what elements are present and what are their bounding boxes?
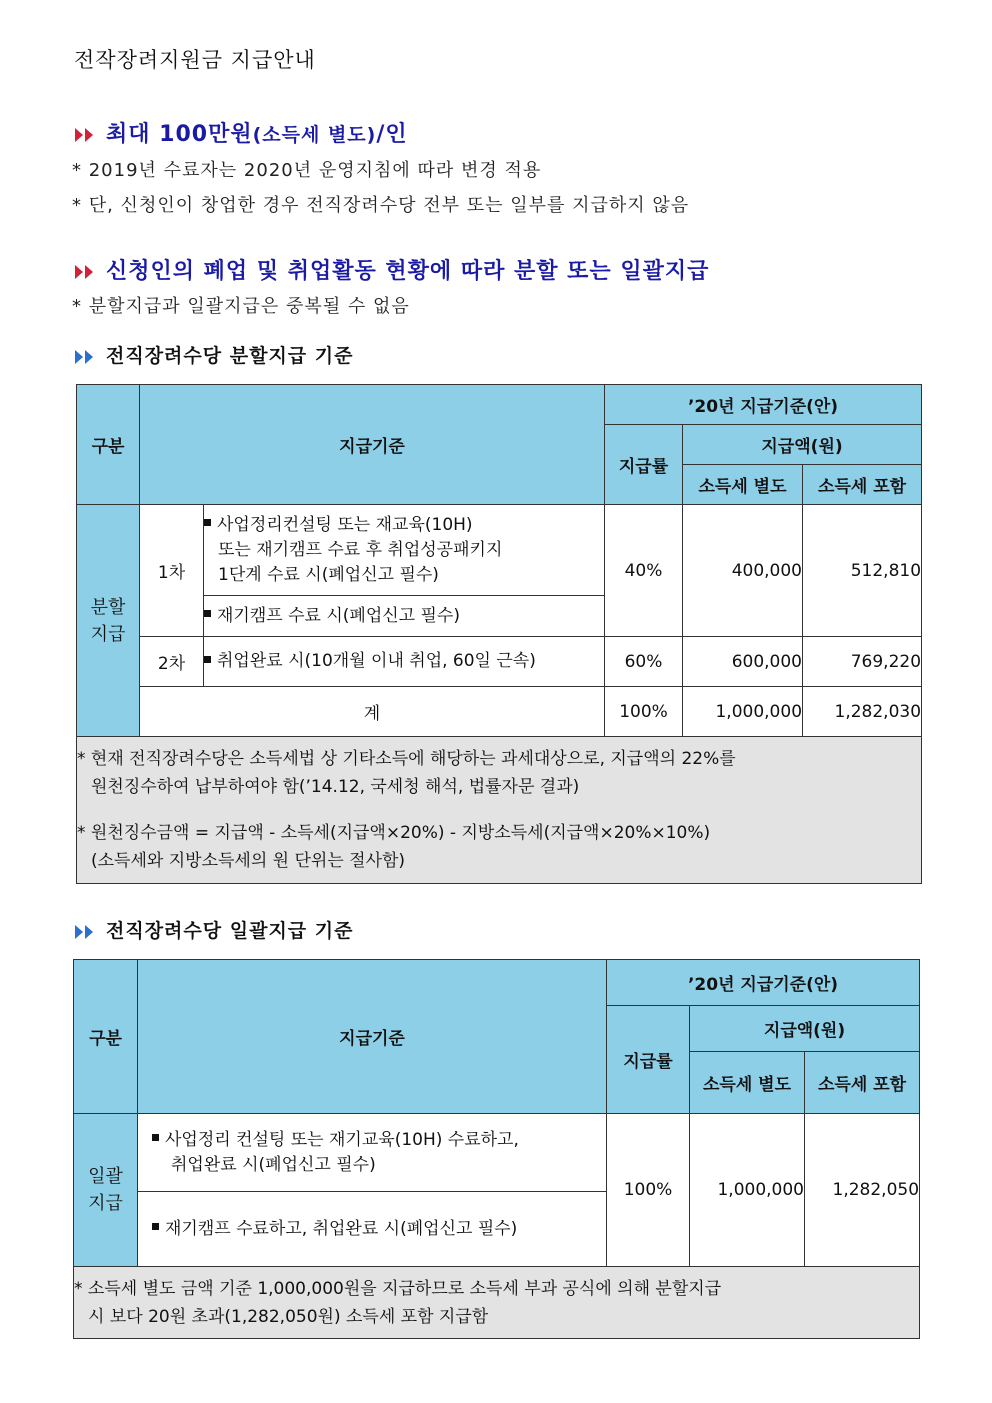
- section2-heading: [74, 254, 709, 285]
- header-standard: ’20년 지급기준(안): [605, 385, 922, 425]
- header-rate: 지급률: [607, 1006, 690, 1114]
- incl-1: 512,810: [803, 505, 922, 637]
- section2-heading-text: 신청인의 폐업 및 취업활동 현황에 따라 분할 또는 일괄지급: [106, 259, 710, 284]
- header-excl-tax: 소득세 별도: [690, 1052, 805, 1114]
- category-cell: [77, 505, 140, 737]
- rate-1: 40%: [605, 505, 683, 637]
- lump-footnote: * 소득세 별도 금액 기준 1,000,000원을 지급하므로 소득세 부과 공식에 의해 분할지급 시 보다 20원 초과(1,282,050원) 소득세 포함 지급함: [74, 1267, 920, 1339]
- header-incl-tax: 소득세 포함: [803, 465, 922, 505]
- total-excl: 1,000,000: [683, 687, 803, 737]
- split-table-title: 전직장려수당 분할지급 기준: [106, 345, 354, 367]
- section1-heading-main: 최대 100만원: [106, 122, 253, 147]
- section1-note-1: * 2019년 수료자는 2020년 운영지침에 따라 변경 적용: [72, 160, 542, 181]
- stage-2: 2차: [140, 637, 204, 687]
- header-criteria: 지급기준: [140, 385, 605, 505]
- double-chevron-right-icon: [74, 264, 96, 280]
- rate-2: 60%: [605, 637, 683, 687]
- category-line-2: 지급: [88, 1193, 123, 1214]
- bullet-icon: [152, 1223, 159, 1230]
- total-label: 계: [140, 687, 605, 737]
- criteria-1a: 사업정리컨설팅 또는 재교육(10H) 또는 재기캠프 수료 후 취업성공패키지 1단계 수료 시(폐업신고 필수): [204, 505, 605, 596]
- criteria-1b: 재기캠프 수료 시(폐업신고 필수): [204, 596, 605, 637]
- section2-note: * 분할지급과 일괄지급은 중복될 수 없음: [72, 296, 410, 317]
- header-amount: 지급액(원): [683, 425, 922, 465]
- section1-heading: [74, 117, 408, 148]
- lump-rate: 100%: [607, 1114, 690, 1267]
- header-category: 구분: [77, 385, 140, 505]
- criteria-2: 취업완료 시(10개월 이내 취업, 60일 근속): [204, 637, 605, 687]
- category-cell: [74, 1114, 138, 1267]
- split-table-heading: [74, 341, 353, 368]
- lump-criteria-a: 사업정리 컨설팅 또는 재기교육(10H) 수료하고, 취업완료 시(폐업신고 필수): [138, 1114, 607, 1192]
- lump-payment-table: [73, 959, 920, 1339]
- lump-table-heading: [74, 916, 353, 943]
- bullet-icon: [204, 656, 211, 663]
- category-line-1: 분할: [90, 596, 126, 618]
- total-rate: 100%: [605, 687, 683, 737]
- total-incl: 1,282,030: [803, 687, 922, 737]
- header-excl-tax: 소득세 별도: [683, 465, 803, 505]
- bullet-icon: [204, 519, 211, 526]
- excl-1: 400,000: [683, 505, 803, 637]
- double-chevron-right-icon: [74, 924, 96, 940]
- bullet-icon: [204, 610, 211, 617]
- lump-excl: 1,000,000: [690, 1114, 805, 1267]
- header-rate: 지급률: [605, 425, 683, 505]
- header-standard: ’20년 지급기준(안): [607, 960, 920, 1006]
- split-payment-table: [76, 384, 922, 884]
- double-chevron-right-icon: [74, 127, 96, 143]
- category-line-2: 지급: [90, 623, 126, 645]
- header-incl-tax: 소득세 포함: [805, 1052, 920, 1114]
- lump-table-title: 전직장려수당 일괄지급 기준: [106, 920, 354, 942]
- split-footnote: * 현재 전직장려수당은 소득세법 상 기타소득에 해당하는 과세대상으로, 지급액의 22%를 원천징수하여 납부하여야 함(’14.12, 국세청 해석, 법률자문 결과) * 원천징수금액 = 지급액 - 소득세(지급액×20%) - 지방소득세(지급액×20%×10%) (소득세와 지방소득세의 원 단위는 절사함): [77, 737, 922, 884]
- section1-note-2: * 단, 신청인이 창업한 경우 전직장려수당 전부 또는 일부를 지급하지 않음: [72, 195, 690, 216]
- document-title: 전작장려지원금 지급안내: [74, 48, 316, 72]
- category-line-1: 일괄: [88, 1166, 123, 1187]
- header-amount: 지급액(원): [690, 1006, 920, 1052]
- header-category: 구분: [74, 960, 138, 1114]
- lump-incl: 1,282,050: [805, 1114, 920, 1267]
- double-chevron-right-icon: [74, 349, 96, 365]
- section1-heading-small: (소득세 별도): [252, 124, 377, 146]
- stage-1: 1차: [140, 505, 204, 637]
- bullet-icon: [152, 1134, 159, 1141]
- section1-heading-tail: /인: [376, 122, 408, 147]
- excl-2: 600,000: [683, 637, 803, 687]
- header-criteria: 지급기준: [138, 960, 607, 1114]
- lump-criteria-b: 재기캠프 수료하고, 취업완료 시(폐업신고 필수): [138, 1192, 607, 1267]
- incl-2: 769,220: [803, 637, 922, 687]
